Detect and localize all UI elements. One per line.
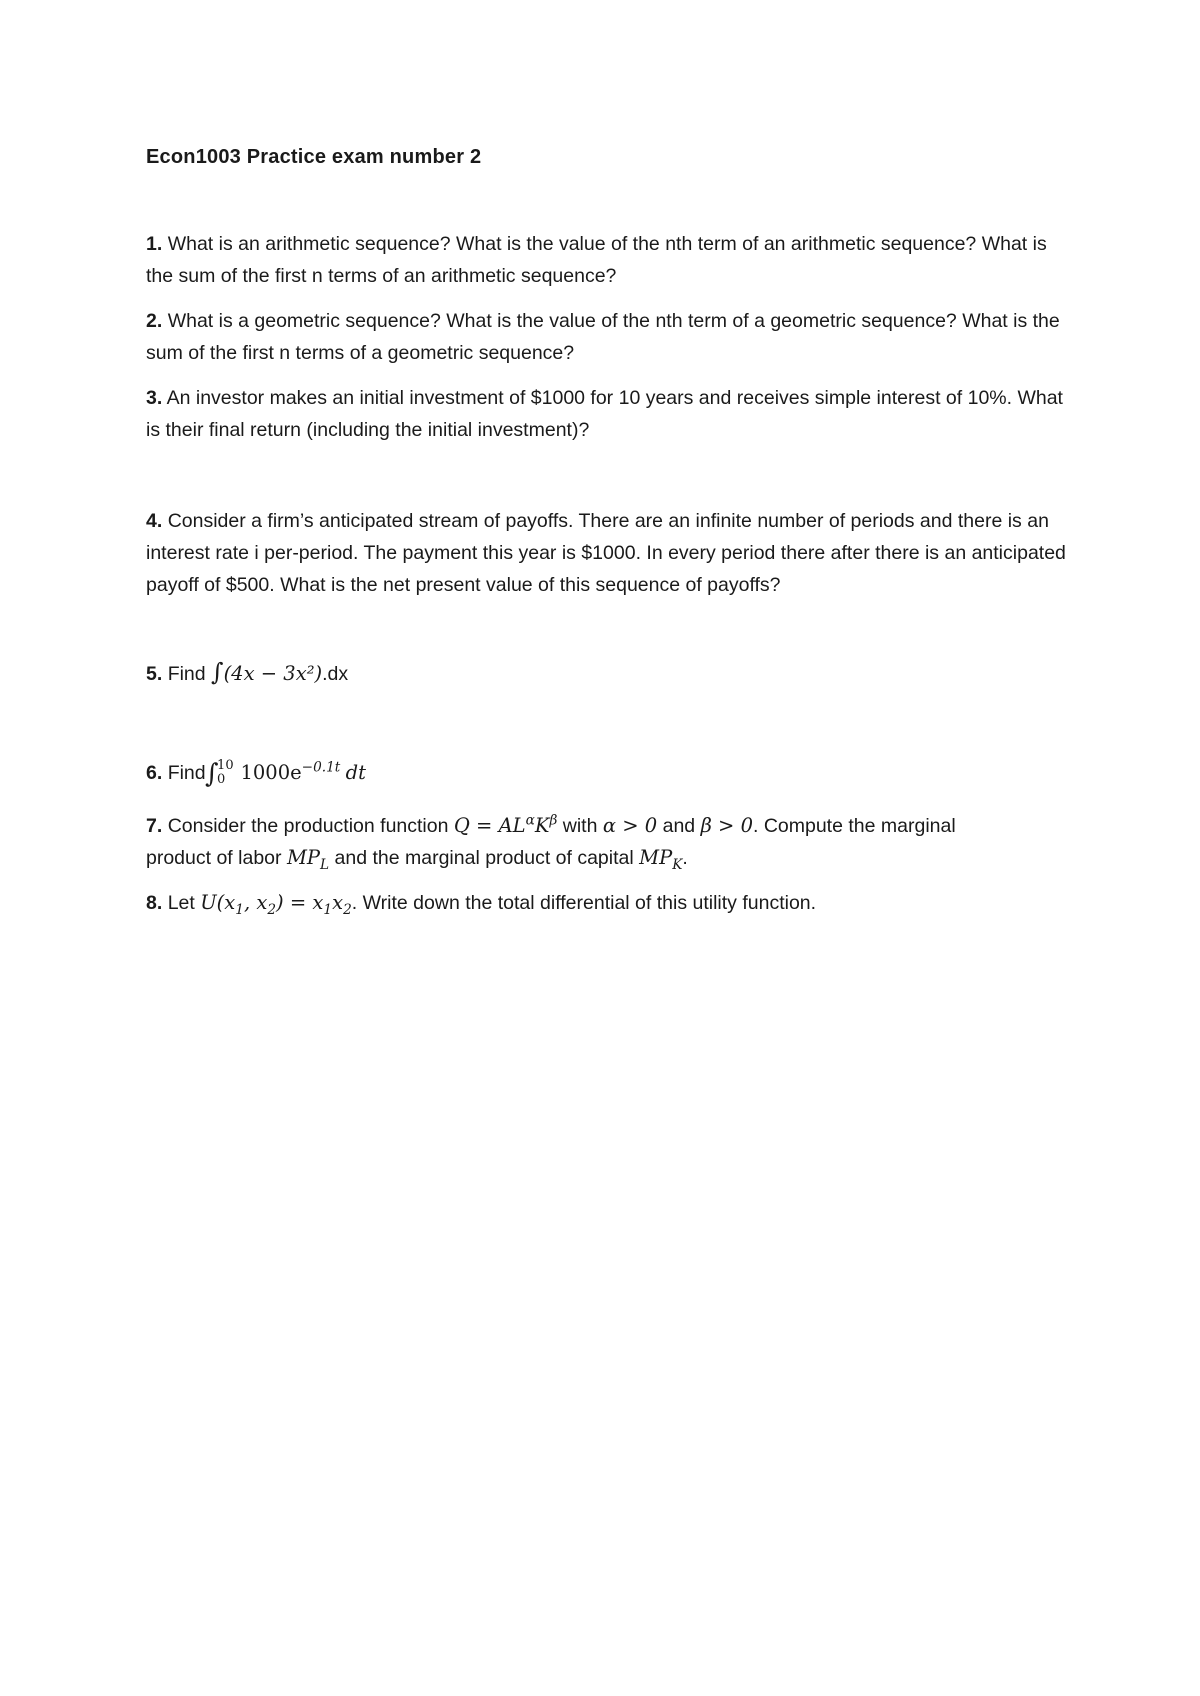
integral-sign: ∫ [205,759,219,789]
question-8 [146,887,1066,919]
integral-suffix: .dx [322,663,349,685]
question-number: 7. [146,815,163,837]
question-1 [146,228,1066,292]
question-number: 6. [146,762,163,785]
question-6 [146,756,1066,792]
question-number: 1. [146,233,163,255]
question-3 [146,382,1066,446]
question-prefix: Find [167,663,206,685]
question-4 [146,505,1066,601]
upper-limit: 10 [217,758,234,773]
question-2 [146,305,1066,369]
question-text: Consider a firm’s anticipated stream of payoffs. There are an infinite number of periods and there is an interest rate i per-period. The payment this year is $1000. In every period there after there is an anticipated payoff of $500. What is the net present value of this sequence of payoffs? [146,510,1066,596]
question-number: 3. [146,387,163,409]
question-text: What is a geometric sequence? What is the value of the nth term of a geometric sequence? What is the sum of the first n terms of a geometric sequence? [146,310,1060,364]
question-7 [146,810,1066,874]
question-text: What is an arithmetic sequence? What is the value of the nth term of an arithmetic sequence? What is the sum of the first n terms of an arithmetic sequence? [146,233,1047,287]
marginal-product-capital: $MP_K$ [639,846,683,873]
question-prefix: Find [167,762,206,785]
document-title: Econ1003 Practice exam number 2 [146,146,482,168]
lower-limit: 0 [217,772,226,787]
and-word: and [662,815,696,837]
question-text: An investor makes an initial investment of $1000 for 10 years and receives simple interest of 10%. What is their final return (including the initial investment)? [146,387,1063,441]
definite-integral [205,756,234,792]
question-text-line2-end: . [682,847,688,869]
utility-function: $U(x_1$, $x_2) = x_1x_2$ [200,891,352,918]
beta-condition: β > 0 [700,814,753,837]
question-number: 2. [146,310,163,332]
exponent: −0.1t [301,759,341,776]
question-text-line1: Consider the production function [167,815,449,837]
with-word: with [562,815,598,837]
question-text-line2: product of labor [146,847,282,869]
question-number: 4. [146,510,163,532]
integrand: (4x − 3x²) [223,662,323,685]
question-text: . Write down the total differential of this utility function. [351,892,817,914]
question-number: 5. [146,663,163,685]
integral-sign: ∫ [211,658,224,686]
question-text-line1-end: . Compute the marginal [752,815,956,837]
alpha-condition: α > 0 [602,814,658,837]
question-text-line2-mid: and the marginal product of capital [334,847,634,869]
question-5 [146,656,1066,690]
question-number: 8. [146,892,163,914]
production-function: $Q = AL^\alpha K^\beta$ [453,812,558,837]
integrand: $1000e^{-0.1t}$ [240,759,341,785]
marginal-product-labor: $MP_L$ [286,846,330,873]
differential: dt [345,761,366,785]
question-prefix: Let [167,892,195,914]
